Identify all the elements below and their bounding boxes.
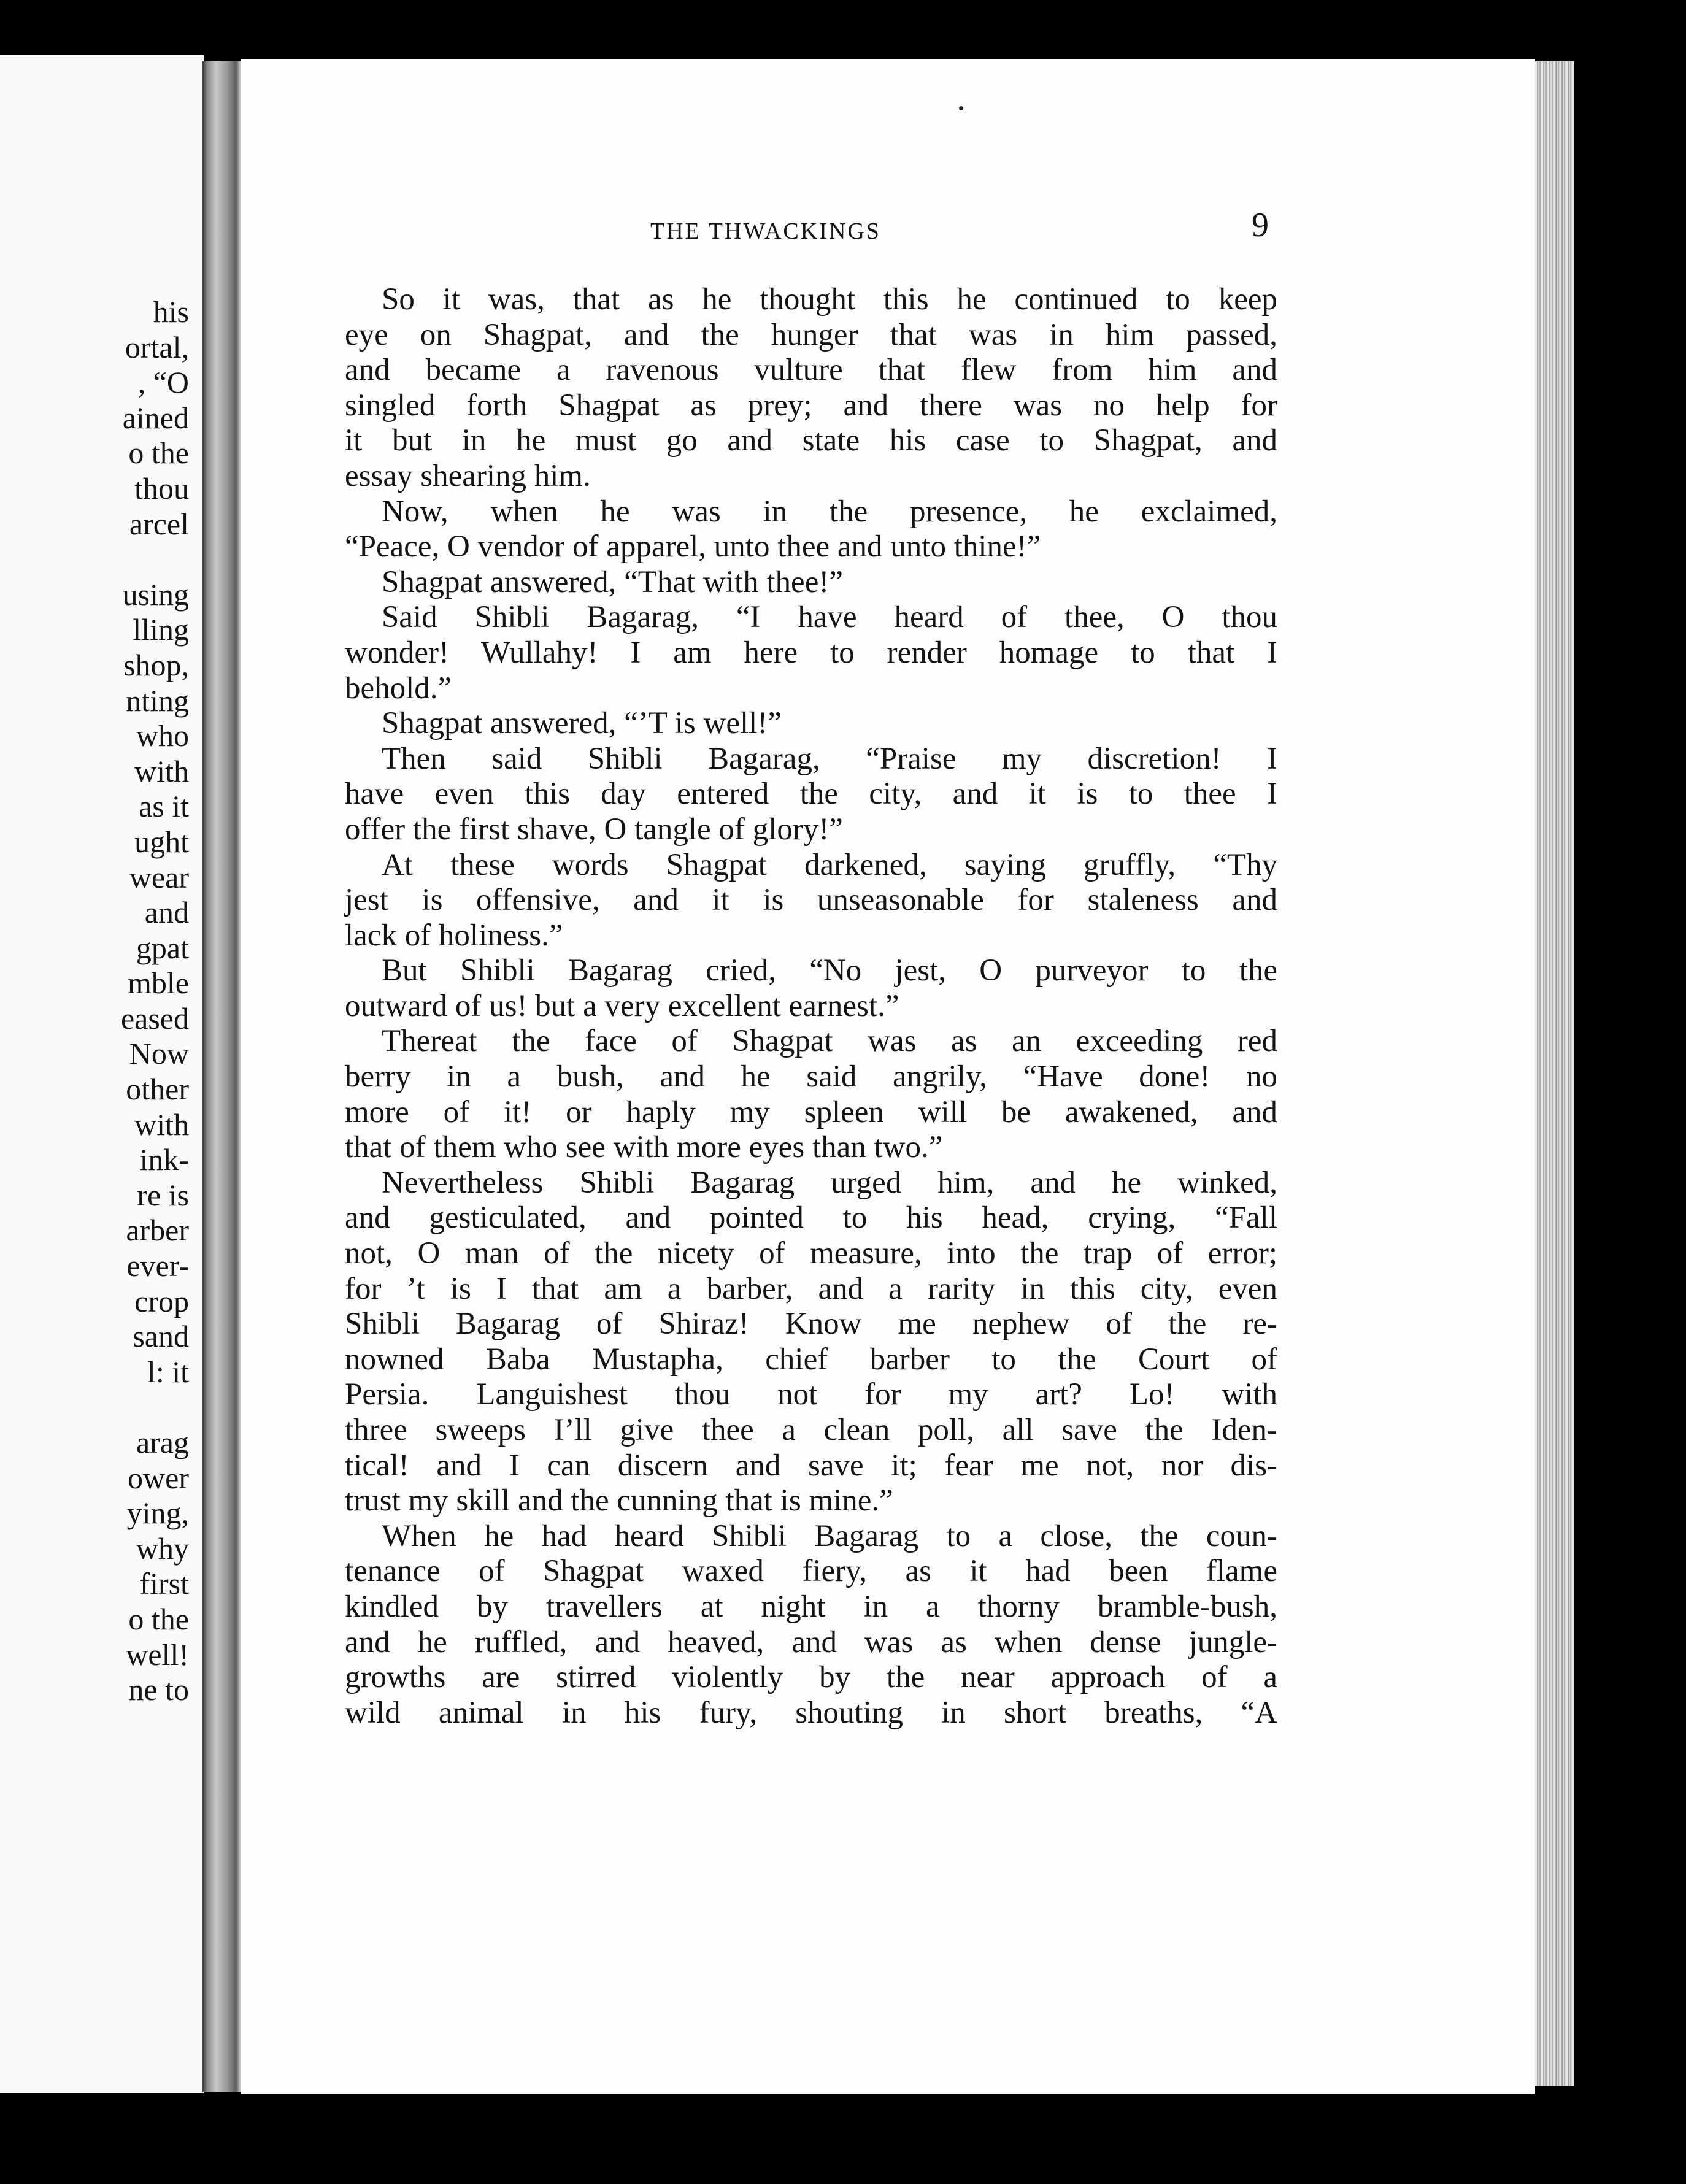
left-fragment: re is [137,1177,189,1212]
text-line: lack of holiness.” [345,918,563,953]
running-header: THE THWACKINGS [650,218,881,244]
text-line: tenance of Shagpat waxed fiery, as it had been flame [345,1554,1277,1589]
text-line: eye on Shagpat, and the hunger that was in him passed, [345,317,1277,352]
left-fragment: Now [129,1036,189,1071]
left-fragment: as it [139,789,189,824]
text-line: nowned Baba Mustapha, chief barber to the Court of [345,1342,1277,1377]
text-line: three sweeps I’ll give thee a clean poll, all save the Iden- [345,1413,1277,1447]
left-fragment-gap [121,542,189,577]
ink-speck [959,106,963,110]
text-line: singled forth Shagpat as prey; and there was no help for [345,388,1277,423]
left-fragment: thou [134,471,189,506]
text-line: At these words Shagpat darkened, saying gruffly, “Thy [382,847,1277,882]
text-line: growths are stirred violently by the near approach of a [345,1660,1277,1695]
left-fragment: , “O [137,365,189,400]
text-line: and he ruffled, and heaved, and was as when dense jungle- [345,1625,1277,1659]
text-line: When he had heard Shibli Bagarag to a close, the coun- [382,1518,1277,1553]
text-line: berry in a bush, and he said angrily, “Have done! no [345,1059,1277,1094]
text-line: for ’t is I that am a barber, and a rarity in this city, even [345,1271,1277,1306]
left-fragment: o the [128,1601,189,1636]
left-fragment: eased [120,1001,189,1036]
left-fragment: other [126,1072,189,1107]
text-line: Shagpat answered, “That with thee!” [382,564,843,599]
left-fragment: crop [134,1283,189,1318]
text-line: outward of us! but a very excellent earnest.” [345,988,899,1023]
text-line: “Peace, O vendor of apparel, unto thee and unto thine!” [345,529,1041,564]
text-line: it but in he must go and state his case to Shagpat, and [345,423,1277,458]
left-fragment: ught [134,824,189,859]
text-line: and became a ravenous vulture that flew from him and [345,353,1277,388]
text-line: Persia. Languishest thou not for my art? Lo! with [345,1377,1277,1412]
page-number: 9 [1252,206,1269,244]
left-fragment: arber [126,1213,189,1248]
page-body-text [345,282,1277,1731]
left-fragment: wear [129,859,189,894]
text-line: wild animal in his fury, shouting in short breaths, “A [345,1695,1277,1730]
text-line: Nevertheless Shibli Bagarag urged him, and he winked, [382,1165,1277,1200]
left-fragment: lling [133,612,189,647]
left-fragment: who [136,718,189,753]
text-line: more of it! or haply my spleen will be awakened, and [345,1094,1277,1129]
text-line: Thereat the face of Shagpat was as an exceeding red [382,1024,1277,1059]
text-line: and gesticulated, and pointed to his head, crying, “Fall [345,1201,1277,1236]
text-line: wonder! Wullahy! I am here to render homage to that I [345,635,1277,670]
left-fragment: ever- [126,1248,189,1283]
left-fragment: ink- [139,1142,189,1177]
left-fragment: first [139,1566,189,1601]
text-line: that of them who see with more eyes than two.” [345,1130,943,1165]
left-fragment: l: it [147,1354,189,1389]
left-fragment: using [122,577,189,612]
text-line: trust my skill and the cunning that is mine.” [345,1483,893,1518]
page-edges [1535,61,1574,2086]
left-fragment: arcel [129,506,189,541]
left-page-line-fragments [121,294,189,1708]
text-line: jest is offensive, and it is unseasonable for staleness and [345,883,1277,918]
left-fragment: his [153,294,189,329]
text-line: But Shibli Bagarag cried, “No jest, O purveyor to the [382,953,1277,988]
text-line: offer the first shave, O tangle of glory!” [345,812,843,847]
text-line: Shibli Bagarag of Shiraz! Know me nephew of the re- [345,1307,1277,1342]
left-fragment: gpat [136,930,189,965]
left-fragment: ying, [126,1496,189,1531]
left-fragment: arag [136,1425,189,1459]
left-fragment: mble [128,966,189,1001]
left-fragment: why [136,1531,189,1566]
left-fragment-gap [121,1390,189,1425]
text-line: essay shearing him. [345,458,591,493]
left-page-fragment [0,55,204,2093]
left-fragment: ained [122,400,189,435]
left-fragment: ortal, [125,329,189,364]
text-line: Said Shibli Bagarag, “I have heard of thee, O thou [382,600,1277,635]
left-fragment: with [134,753,189,788]
left-fragment: nting [126,683,189,718]
left-fragment: with [134,1107,189,1142]
left-fragment: well! [126,1637,189,1672]
left-fragment: shop, [123,647,189,682]
text-line: kindled by travellers at night in a thorny bramble-bush, [345,1589,1277,1624]
text-line: behold.” [345,671,452,706]
text-line: So it was, that as he thought this he continued to keep [382,282,1277,317]
left-fragment: sand [133,1319,189,1354]
left-fragment: and [144,895,189,930]
text-line: not, O man of the nicety of measure, into the trap of error; [345,1236,1277,1271]
book-gutter [202,61,241,2092]
text-line: Then said Shibli Bagarag, “Praise my discretion! I [382,741,1277,776]
text-line: have even this day entered the city, and it is to thee I [345,777,1277,812]
left-fragment: ower [128,1460,189,1495]
text-line: Shagpat answered, “’T is well!” [382,706,782,741]
text-line: Now, when he was in the presence, he exclaimed, [382,494,1277,529]
text-line: tical! and I can discern and save it; fear me not, nor dis- [345,1448,1277,1483]
left-fragment: o the [128,436,189,471]
left-fragment: ne to [128,1672,189,1707]
